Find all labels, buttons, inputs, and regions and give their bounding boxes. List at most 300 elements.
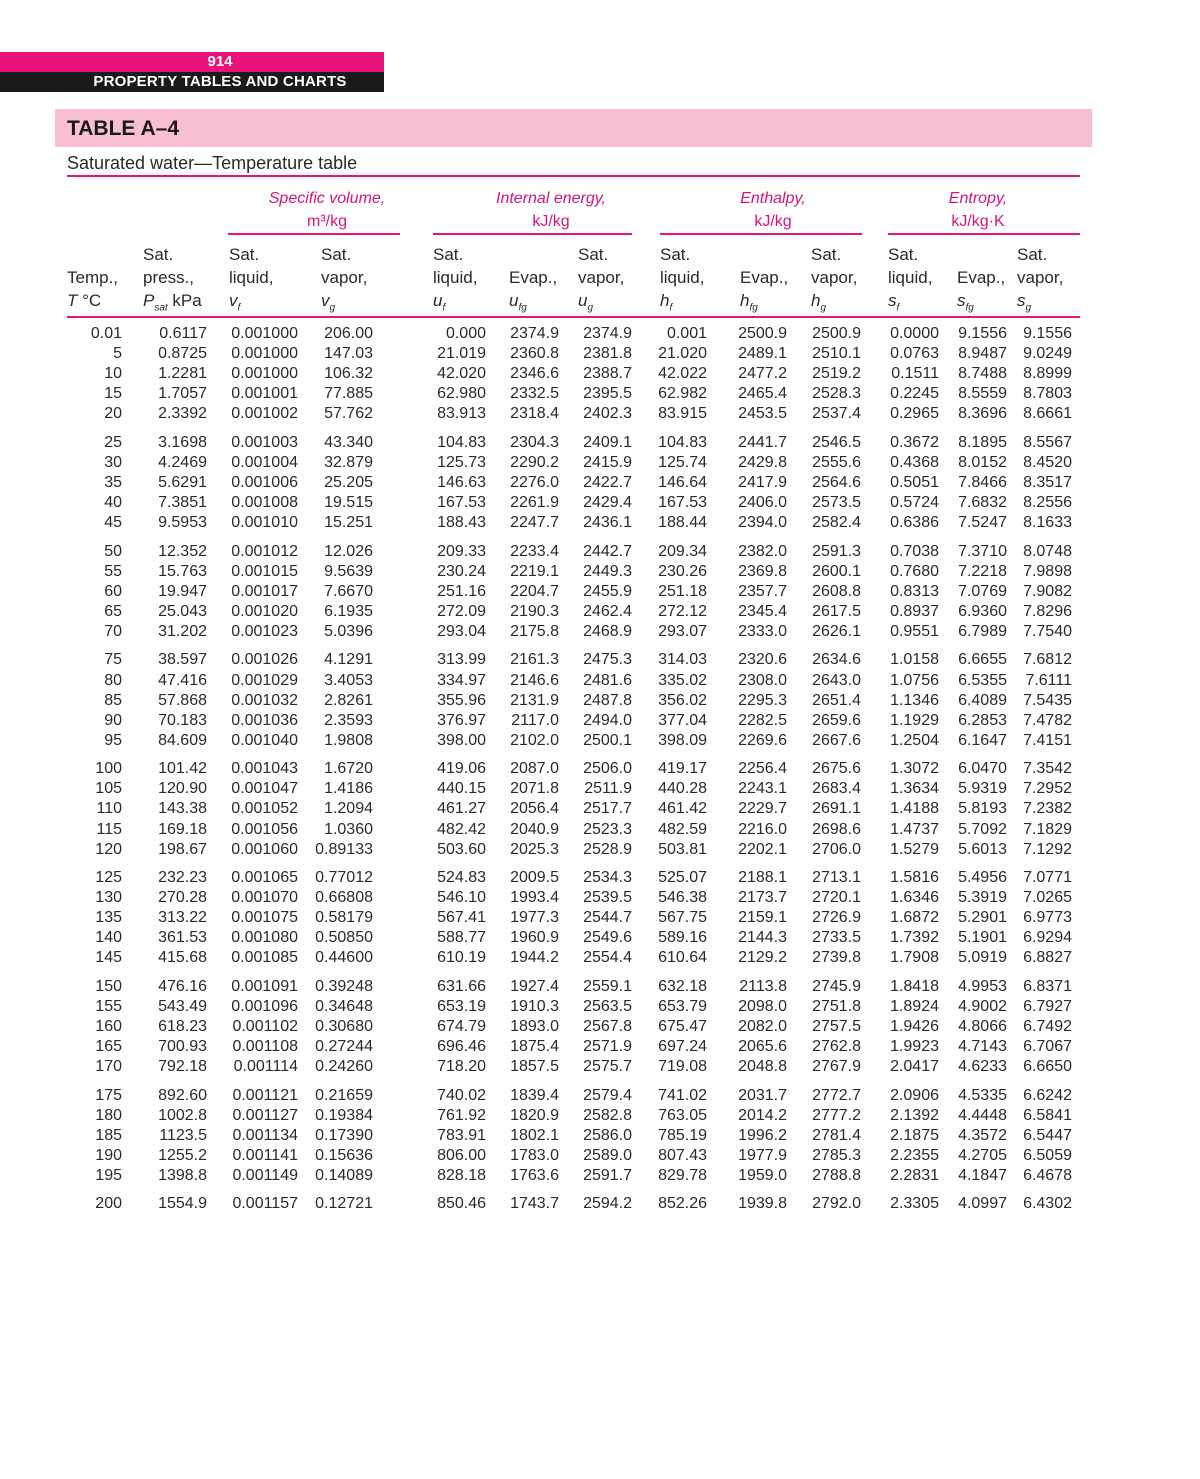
table-cell: 7.3710: [958, 542, 1007, 560]
table-cell: 2762.8: [812, 1038, 861, 1056]
group-title: Specific volume,: [268, 190, 386, 207]
table-cell: 2519.2: [812, 365, 861, 383]
table-cell: 2563.5: [583, 997, 632, 1015]
column-group-header: [441, 187, 661, 233]
column-header-line1: Sat.: [811, 245, 842, 264]
table-cell: 2544.7: [583, 909, 632, 927]
table-cell: 2698.6: [812, 820, 861, 838]
table-cell: 2216.0: [738, 820, 787, 838]
table-cell: 1.5816: [890, 869, 939, 886]
table-cell: 2713.1: [812, 869, 861, 886]
temperature-cell: 190: [95, 1146, 122, 1164]
table-cell: 1255.2: [158, 1146, 207, 1164]
page-number-band: [0, 52, 384, 72]
table-cell: 2082.0: [738, 1018, 787, 1035]
table-cell: 6.5841: [1023, 1106, 1072, 1124]
table-cell: 2276.0: [510, 474, 559, 491]
table-cell: 5.3919: [958, 889, 1007, 907]
table-cell: 0.5051: [890, 474, 939, 491]
table-cell: 0.001114: [233, 1058, 298, 1076]
table-cell: 4.6233: [958, 1058, 1007, 1076]
table-cell: 0.4368: [890, 453, 939, 471]
table-cell: 2733.5: [812, 929, 861, 947]
table-cell: 2071.8: [510, 780, 559, 798]
temperature-cell: 105: [95, 780, 122, 798]
table-cell: 143.38: [158, 800, 207, 818]
table-cell: 32.879: [324, 453, 373, 471]
table-cell: 232.23: [158, 869, 207, 886]
table-cell: 783.91: [437, 1126, 486, 1144]
temperature-cell: 175: [95, 1086, 122, 1104]
temperature-cell: 50: [104, 542, 122, 560]
temperature-cell: 60: [104, 582, 122, 600]
table-cell: 4.4448: [958, 1106, 1007, 1124]
table-cell: 104.83: [437, 433, 486, 451]
table-cell: 42.020: [437, 365, 486, 383]
table-cell: 1.9923: [890, 1038, 939, 1056]
table-cell: 2511.9: [584, 780, 632, 798]
table-cell: 8.3517: [1023, 474, 1072, 491]
table-cell: 2048.8: [738, 1058, 787, 1076]
table-cell: 293.04: [437, 623, 486, 640]
table-cell: 2626.1: [812, 623, 861, 640]
table-cell: 2739.8: [812, 949, 861, 967]
temperature-cell: 200: [95, 1195, 122, 1213]
table-cell: 2360.8: [510, 345, 559, 363]
table-cell: 2575.7: [583, 1058, 632, 1076]
column-header-symbol: $h_{fg}$: [740, 291, 758, 314]
table-cell: 2579.4: [583, 1086, 632, 1104]
table-cell: 8.7488: [958, 365, 1007, 383]
column-header-symbol: $h_f$: [660, 291, 673, 314]
temperature-cell: 195: [95, 1167, 122, 1184]
column-header-symbol: $u_g$: [578, 291, 594, 314]
table-cell: 1783.0: [510, 1146, 559, 1164]
table-cell: 5.7092: [958, 820, 1007, 838]
table-cell: 6.4678: [1023, 1167, 1072, 1184]
table-cell: 696.46: [437, 1038, 486, 1056]
temperature-cell: 185: [95, 1126, 122, 1144]
table-cell: 293.07: [658, 623, 707, 640]
table-cell: 2453.5: [738, 405, 787, 423]
table-cell: 188.43: [437, 514, 486, 532]
table-cell: 8.0748: [1023, 542, 1072, 560]
table-cell: 2113.8: [739, 977, 787, 995]
table-cell: 2500.1: [583, 731, 632, 749]
table-cell: 83.913: [437, 405, 486, 423]
table-cell: 2537.4: [812, 405, 861, 423]
table-cell: 2571.9: [583, 1038, 632, 1056]
table-cell: 2528.3: [812, 385, 861, 403]
table-cell: 2600.1: [812, 562, 861, 580]
table-cell: 6.4302: [1023, 1195, 1072, 1213]
table-cell: 62.980: [437, 385, 486, 403]
temperature-cell: 70: [104, 623, 122, 640]
table-cell: 0.001134: [232, 1126, 298, 1144]
table-cell: 0.0763: [890, 345, 939, 363]
table-cell: 2040.9: [510, 820, 559, 838]
column-header-symbol: $h_g$: [811, 291, 827, 314]
table-cell: 6.5355: [958, 671, 1007, 689]
table-cell: 2131.9: [510, 691, 559, 709]
table-cell: 0.50850: [315, 929, 373, 947]
table-cell: 0.001121: [232, 1086, 298, 1104]
table-cell: 653.19: [437, 997, 486, 1015]
table-cell: 2422.7: [583, 474, 632, 491]
column-header-line1: Sat.: [321, 245, 352, 264]
table-cell: 0.001056: [231, 820, 298, 838]
table-cell: 0.21659: [315, 1086, 373, 1104]
table-cell: 1.0756: [890, 671, 939, 689]
table-cell: 15.251: [324, 514, 373, 532]
table-cell: 2009.5: [510, 869, 559, 886]
table-cell: 828.18: [437, 1167, 486, 1184]
column-header-line2: liquid,: [660, 268, 705, 287]
table-cell: 740.02: [437, 1086, 486, 1104]
section-title: PROPERTY TABLES AND CHARTS: [93, 73, 347, 90]
table-cell: 719.08: [658, 1058, 707, 1076]
table-cell: 188.44: [658, 514, 707, 532]
table-cell: 8.2556: [1023, 494, 1072, 512]
table-cell: 2318.4: [510, 405, 559, 423]
table-cell: 2247.7: [510, 514, 559, 532]
table-cell: 2395.5: [583, 385, 632, 403]
table-cell: 25.043: [158, 602, 207, 620]
table-cell: 1.2281: [158, 365, 207, 383]
group-title: Enthalpy,: [740, 190, 806, 207]
table-cell: 2146.6: [510, 671, 559, 689]
table-cell: 251.16: [437, 582, 486, 600]
table-cell: 0.5724: [890, 494, 939, 512]
table-cell: 1.8418: [890, 977, 939, 995]
table-cell: 2269.6: [738, 731, 787, 749]
table-cell: 2494.0: [583, 711, 632, 729]
table-cell: 0.001003: [231, 433, 298, 451]
table-cell: 31.202: [158, 623, 207, 640]
table-cell: 1.3072: [890, 760, 939, 778]
table-cell: 57.868: [158, 691, 207, 709]
table-cell: 2589.0: [583, 1146, 632, 1164]
table-cell: 0.77012: [315, 869, 373, 886]
table-cell: 4.9002: [958, 997, 1007, 1015]
table-cell: 1.1929: [890, 711, 939, 729]
table-cell: 4.8066: [958, 1018, 1007, 1035]
temperature-cell: 20: [104, 405, 122, 423]
table-cell: 2102.0: [510, 731, 559, 749]
table-cell: 718.20: [437, 1058, 486, 1076]
table-cell: 0.39248: [315, 977, 373, 995]
table-cell: 2781.4: [812, 1126, 861, 1144]
table-cell: 1.6346: [890, 889, 939, 907]
table-cell: 8.1633: [1023, 514, 1072, 532]
table-cell: 0.000: [445, 325, 486, 342]
temperature-cell: 110: [96, 800, 122, 818]
column-header-line2: vapor,: [1017, 268, 1064, 287]
table-cell: 543.49: [158, 997, 207, 1015]
temperature-cell: 5: [113, 345, 122, 363]
table-cell: 1875.4: [510, 1038, 559, 1056]
table-cell: 7.2382: [1023, 800, 1072, 818]
table-cell: 209.33: [437, 542, 486, 560]
table-cell: 2415.9: [583, 453, 632, 471]
table-cell: 251.18: [658, 582, 707, 600]
temperature-cell: 45: [104, 514, 122, 532]
table-cell: 6.6242: [1023, 1086, 1072, 1104]
column-header-line2: Evap.,: [957, 268, 1006, 287]
table-cell: 5.4956: [958, 869, 1007, 886]
table-cell: 9.1556: [958, 325, 1007, 342]
group-unit: kJ/kg: [532, 213, 570, 230]
table-cell: 5.6013: [958, 840, 1007, 858]
table-cell: 1.5279: [890, 840, 939, 858]
table-cell: 125.73: [437, 453, 486, 471]
table-cell: 2442.7: [583, 542, 632, 560]
table-cell: 1993.4: [510, 889, 559, 907]
table-cell: 2229.7: [738, 800, 787, 818]
table-cell: 6.8371: [1023, 977, 1072, 995]
table-cell: 1554.9: [158, 1195, 207, 1213]
table-cell: 2.3392: [158, 405, 207, 423]
table-cell: 398.09: [658, 731, 707, 749]
column-header-line2: vapor,: [321, 268, 368, 287]
table-cell: 2582.4: [812, 514, 861, 532]
table-cell: 1743.7: [510, 1195, 559, 1213]
column-header-symbol: $s_f$: [888, 291, 900, 314]
table-cell: 461.27: [437, 800, 486, 818]
table-cell: 6.7989: [958, 623, 1007, 640]
temperature-cell: 0.01: [90, 325, 122, 342]
table-cell: 4.2705: [958, 1146, 1007, 1164]
table-cell: 2500.9: [812, 325, 861, 342]
table-cell: 7.6670: [324, 582, 373, 600]
table-cell: 0.6386: [890, 514, 939, 532]
table-cell: 2233.4: [510, 542, 559, 560]
table-cell: 2.1392: [890, 1106, 939, 1124]
table-cell: 2129.2: [738, 949, 787, 967]
table-cell: 2382.0: [738, 542, 787, 560]
table-cell: 43.340: [324, 433, 373, 451]
table-cell: 7.8466: [958, 474, 1007, 491]
group-rule: [228, 233, 400, 235]
temperature-cell: 155: [95, 997, 122, 1015]
column-header-symbol: $s_g$: [1017, 291, 1032, 314]
temperature-cell: 25: [104, 433, 122, 451]
table-cell: 1802.1: [510, 1126, 559, 1144]
table-cell: 482.59: [658, 820, 707, 838]
table-cell: 440.28: [658, 780, 707, 798]
table-cell: 376.97: [437, 711, 486, 729]
table-cell: 2190.3: [510, 602, 559, 620]
table-cell: 1123.5: [159, 1126, 207, 1144]
table-cell: 7.0771: [1023, 869, 1072, 886]
group-unit: kJ/kg: [754, 213, 792, 230]
table-cell: 21.020: [658, 345, 707, 363]
table-cell: 2675.6: [812, 760, 861, 778]
table-cell: 2.8261: [324, 691, 373, 709]
table-cell: 1.6872: [890, 909, 939, 927]
table-cell: 2429.4: [583, 494, 632, 512]
table-cell: 0.2245: [890, 385, 939, 403]
column-header-line2: liquid,: [433, 268, 478, 287]
table-cell: 2517.7: [583, 800, 632, 818]
table-cell: 398.00: [437, 731, 486, 749]
table-cell: 1.0158: [890, 651, 939, 669]
table-cell: 2014.2: [738, 1106, 787, 1124]
table-cell: 1.4737: [890, 820, 939, 838]
table-cell: 6.7927: [1023, 997, 1072, 1015]
table-cell: 1.0360: [324, 820, 373, 838]
table-cell: 9.5953: [158, 514, 207, 532]
table-cell: 1.4188: [890, 800, 939, 818]
table-cell: 0.0000: [890, 325, 939, 342]
group-rule: [888, 233, 1080, 235]
table-cell: 356.02: [658, 691, 707, 709]
column-header-line2: Evap.,: [509, 268, 558, 287]
table-cell: 0.001157: [232, 1195, 298, 1213]
table-cell: 2767.9: [812, 1058, 861, 1076]
table-cell: 2772.7: [812, 1086, 861, 1104]
table-cell: 2465.4: [738, 385, 787, 403]
table-cell: 1996.2: [738, 1126, 787, 1144]
table-cell: 2651.4: [812, 691, 861, 709]
temperature-cell: 90: [104, 711, 122, 729]
table-cell: 2554.4: [583, 949, 632, 967]
temperature-cell: 170: [95, 1058, 122, 1076]
temperature-cell: 85: [104, 691, 122, 709]
table-cell: 2608.8: [812, 582, 861, 600]
table-cell: 2487.8: [583, 691, 632, 709]
group-unit: kJ/kg·K: [951, 213, 1005, 230]
table-cell: 2591.7: [583, 1167, 632, 1184]
table-cell: 6.8827: [1023, 949, 1072, 967]
table-cell: 0.001065: [231, 869, 298, 886]
table-cell: 7.9082: [1023, 582, 1072, 600]
temperature-cell: 120: [95, 840, 122, 858]
table-cell: 2402.3: [583, 405, 632, 423]
table-cell: 230.24: [437, 562, 486, 580]
table-cell: 0.001000: [231, 345, 298, 363]
table-cell: 503.81: [658, 840, 707, 858]
table-cell: 4.1847: [958, 1167, 1007, 1184]
table-cell: 8.6661: [1023, 405, 1072, 423]
table-cell: 335.02: [658, 671, 707, 689]
table-cell: 1.7057: [158, 385, 207, 403]
group-title: Internal energy,: [496, 190, 606, 207]
table-cell: 0.58179: [315, 909, 373, 927]
column-header-line1: Sat.: [433, 245, 464, 264]
table-cell: 0.15636: [315, 1146, 373, 1164]
group-rule: [433, 233, 632, 235]
subtitle-rule: [67, 175, 1080, 177]
section-band: [0, 72, 384, 92]
column-header-line1: Sat.: [229, 245, 260, 264]
table-cell: 1977.9: [738, 1146, 787, 1164]
table-cell: 7.5247: [958, 514, 1007, 532]
table-cell: 0.9551: [890, 623, 939, 640]
table-cell: 0.6117: [159, 325, 207, 342]
table-cell: 2219.1: [510, 562, 559, 580]
table-cell: 62.982: [658, 385, 707, 403]
table-cell: 2381.8: [583, 345, 632, 363]
table-cell: 0.001075: [231, 909, 298, 927]
table-cell: 2777.2: [812, 1106, 861, 1124]
table-cell: 763.05: [658, 1106, 707, 1124]
table-cell: 2634.6: [812, 651, 861, 669]
table-cell: 618.23: [158, 1018, 207, 1035]
table-cell: 0.44600: [315, 949, 373, 967]
table-cell: 0.001032: [231, 691, 298, 709]
table-cell: 419.17: [658, 760, 707, 778]
column-group-header: [217, 187, 437, 233]
table-cell: 2388.7: [583, 365, 632, 383]
table-cell: 1398.8: [158, 1167, 207, 1184]
table-cell: 0.001060: [231, 840, 298, 858]
table-cell: 0.001108: [232, 1038, 298, 1056]
table-cell: 272.12: [658, 602, 707, 620]
table-cell: 42.022: [658, 365, 707, 383]
table-cell: 2534.3: [583, 869, 632, 886]
table-cell: 0.8313: [890, 582, 939, 600]
table-cell: 1977.3: [510, 909, 559, 927]
table-cell: 2555.6: [812, 453, 861, 471]
page-number: 914: [207, 53, 233, 70]
temperature-cell: 125: [95, 869, 122, 886]
table-cell: 2751.8: [812, 997, 861, 1015]
table-cell: 147.03: [324, 345, 373, 363]
table-cell: 2564.6: [812, 474, 861, 491]
table-cell: 8.5567: [1023, 433, 1072, 451]
table-cell: 2720.1: [812, 889, 861, 907]
table-cell: 38.597: [158, 651, 207, 669]
table-cell: 2523.3: [583, 820, 632, 838]
table-cell: 2409.1: [583, 433, 632, 451]
table-cell: 47.416: [158, 671, 207, 689]
table-cell: 631.66: [437, 977, 486, 995]
table-cell: 5.1901: [958, 929, 1007, 947]
table-cell: 589.16: [658, 929, 707, 947]
table-cell: 2374.9: [583, 325, 632, 342]
column-header-line2: Temp.,: [67, 268, 119, 287]
table-cell: 3.4053: [324, 671, 373, 689]
table-cell: 2528.9: [583, 840, 632, 858]
table-cell: 792.18: [158, 1058, 207, 1076]
table-cell: 7.3542: [1023, 760, 1072, 778]
table-cell: 785.19: [658, 1126, 707, 1144]
table-cell: 6.7067: [1023, 1038, 1072, 1056]
table-cell: 313.22: [158, 909, 207, 927]
table-cell: 0.001012: [231, 542, 298, 560]
table-cell: 2173.7: [738, 889, 787, 907]
table-cell: 2462.4: [583, 602, 632, 620]
table-cell: 4.9953: [958, 977, 1007, 995]
table-cell: 2031.7: [738, 1086, 787, 1104]
table-cell: 1927.4: [510, 977, 559, 995]
table-cell: 6.9294: [1023, 929, 1072, 947]
table-cell: 2792.0: [812, 1195, 861, 1213]
table-cell: 440.15: [437, 780, 486, 798]
table-cell: 2510.1: [812, 345, 861, 363]
table-cell: 2394.0: [738, 514, 787, 532]
table-cell: 588.77: [437, 929, 486, 947]
table-cell: 83.915: [658, 405, 707, 423]
table-cell: 0.001085: [231, 949, 298, 967]
table-cell: 4.5335: [958, 1086, 1007, 1104]
column-header-symbol: $s_{fg}$: [957, 291, 974, 314]
table-cell: 4.7143: [958, 1038, 1007, 1056]
temperature-cell: 135: [95, 909, 122, 927]
table-cell: 7.6832: [958, 494, 1007, 512]
table-cell: 2477.2: [738, 365, 787, 383]
